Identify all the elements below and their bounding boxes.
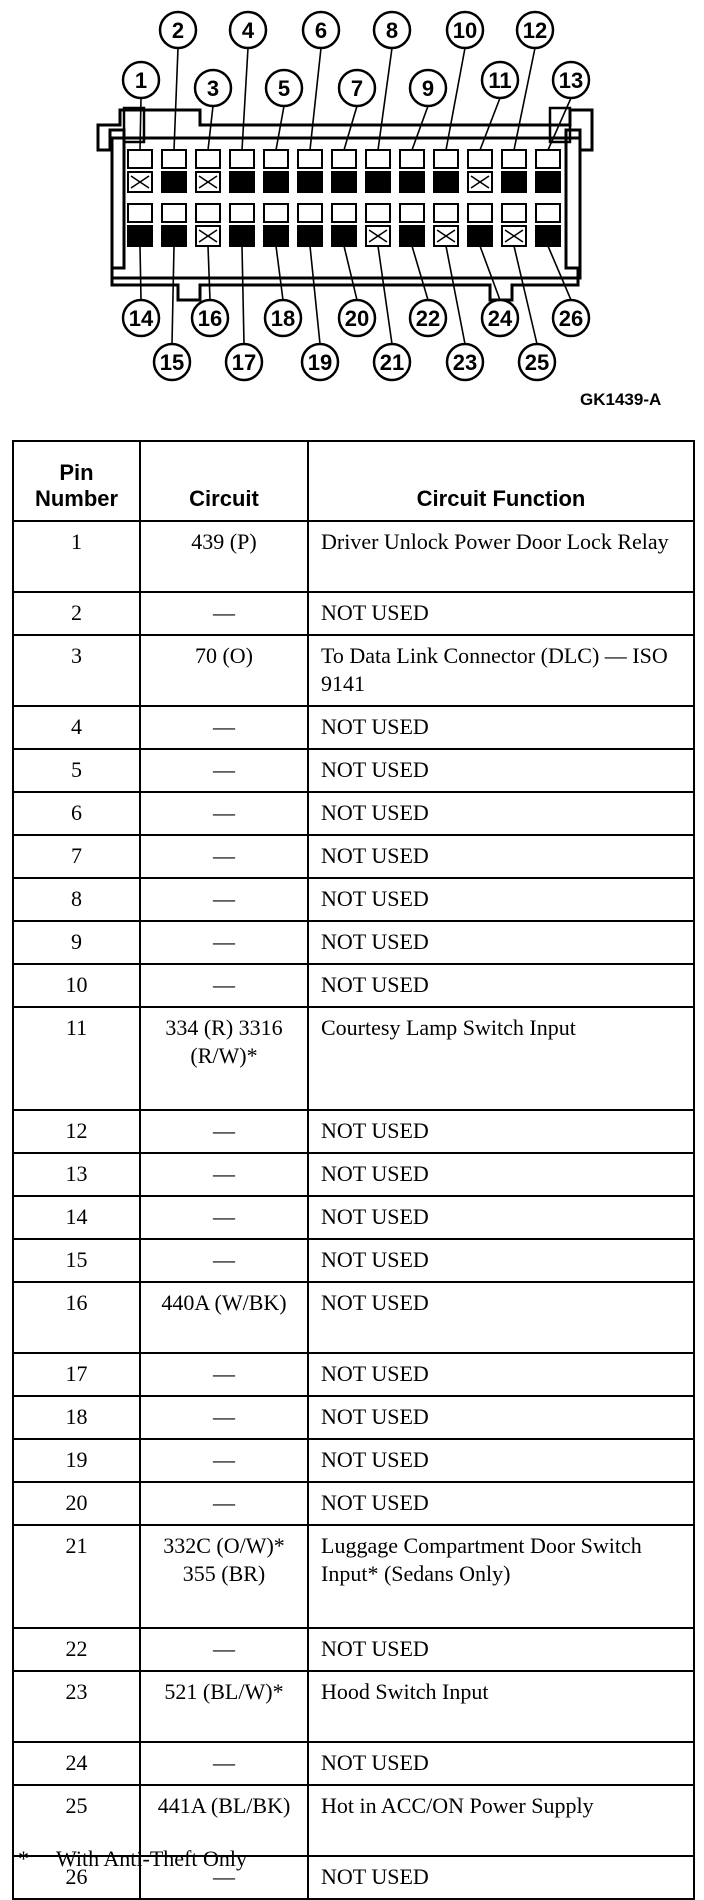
pin-callout-label: 20 xyxy=(344,306,370,331)
circuit-function-cell: NOT USED xyxy=(308,1856,694,1899)
pin-callout xyxy=(446,246,483,380)
circuit-cell: — xyxy=(140,592,308,635)
circuit-cell: — xyxy=(140,1396,308,1439)
table-row xyxy=(13,1110,694,1153)
table-row xyxy=(13,1671,694,1742)
pin-number-cell: 7 xyxy=(13,835,140,878)
pin-number-cell: 4 xyxy=(13,706,140,749)
circuit-function-cell: NOT USED xyxy=(308,878,694,921)
pin-callout-label: 4 xyxy=(241,18,255,43)
table-row xyxy=(13,921,694,964)
pin-cavity xyxy=(230,204,254,246)
pin-cavity xyxy=(264,204,288,246)
pin-callouts xyxy=(123,12,589,380)
table-row xyxy=(13,1742,694,1785)
pin-cavity xyxy=(162,204,186,246)
pin-callout-label: 6 xyxy=(314,18,328,43)
circuit-function-cell: NOT USED xyxy=(308,1439,694,1482)
circuit-function-cell: NOT USED xyxy=(308,1153,694,1196)
circuit-function-cell: NOT USED xyxy=(308,1110,694,1153)
footnote-marker: * xyxy=(18,1846,29,1871)
circuit-cell: — xyxy=(140,706,308,749)
pin-cavity xyxy=(298,150,322,192)
circuit-cell: 521 (BL/W)* xyxy=(140,1671,308,1742)
pin-callout-label: 3 xyxy=(206,76,220,101)
pin-callout xyxy=(410,246,446,336)
pin-cavity xyxy=(162,150,186,192)
pin-callout xyxy=(230,12,266,150)
circuit-cell: — xyxy=(140,878,308,921)
table-row xyxy=(13,878,694,921)
circuit-cell: 441A (BL/BK) xyxy=(140,1785,308,1856)
pin-number-cell: 25 xyxy=(13,1785,140,1856)
pin-number-cell: 26 xyxy=(13,1856,140,1899)
circuit-function-cell: NOT USED xyxy=(308,835,694,878)
pin-cavity xyxy=(230,150,254,192)
circuit-cell: — xyxy=(140,835,308,878)
circuit-cell: 439 (P) xyxy=(140,521,308,592)
pin-number-cell: 9 xyxy=(13,921,140,964)
circuit-cell: 70 (O) xyxy=(140,635,308,706)
pin-callout xyxy=(339,246,375,336)
header-circuit: Circuit xyxy=(140,441,308,521)
table-row xyxy=(13,1239,694,1282)
circuit-cell: — xyxy=(140,1239,308,1282)
circuit-function-cell: NOT USED xyxy=(308,1239,694,1282)
table-row xyxy=(13,1353,694,1396)
pin-callout-label: 10 xyxy=(452,18,478,43)
pin-callout-label: 15 xyxy=(159,350,185,375)
pin-cavity xyxy=(128,150,152,192)
circuit-function-cell: NOT USED xyxy=(308,921,694,964)
pin-cavity xyxy=(264,150,288,192)
pin-cavity xyxy=(196,150,220,192)
pin-number-cell: 24 xyxy=(13,1742,140,1785)
circuit-cell: — xyxy=(140,1153,308,1196)
circuit-function-cell: NOT USED xyxy=(308,1282,694,1353)
table-header-row xyxy=(13,441,694,521)
circuit-function-cell: NOT USED xyxy=(308,1196,694,1239)
footnote-text: With Anti-Theft Only xyxy=(56,1846,247,1871)
pin-callout-label: 16 xyxy=(197,306,223,331)
circuit-cell: — xyxy=(140,1196,308,1239)
circuit-function-cell: NOT USED xyxy=(308,1628,694,1671)
circuit-function-cell: NOT USED xyxy=(308,1353,694,1396)
circuit-cell: — xyxy=(140,1742,308,1785)
circuit-function-cell: Courtesy Lamp Switch Input xyxy=(308,1007,694,1110)
pin-callout xyxy=(374,12,410,150)
header-pin-line1: Pin xyxy=(59,460,94,485)
connector-face-figure xyxy=(0,0,704,420)
pin-cavity xyxy=(196,204,220,246)
header-circuit-function: Circuit Function xyxy=(308,441,694,521)
pin-number-cell: 13 xyxy=(13,1153,140,1196)
pin-cavity xyxy=(468,150,492,192)
pin-number-cell: 8 xyxy=(13,878,140,921)
circuit-cell: — xyxy=(140,792,308,835)
table-row xyxy=(13,1282,694,1353)
pin-callout-label: 19 xyxy=(307,350,333,375)
pin-callout-label: 8 xyxy=(385,18,399,43)
pin-cavity xyxy=(298,204,322,246)
table-row xyxy=(13,1153,694,1196)
circuit-function-cell: Driver Unlock Power Door Lock Relay xyxy=(308,521,694,592)
pin-callout xyxy=(514,246,555,380)
pin-cavity xyxy=(468,204,492,246)
footnote xyxy=(18,1846,247,1872)
pin-callout-label: 22 xyxy=(415,306,441,331)
pin-cavity xyxy=(332,204,356,246)
header-pin-number xyxy=(13,441,140,521)
pin-number-cell: 6 xyxy=(13,792,140,835)
circuit-cell: — xyxy=(140,749,308,792)
pin-callout xyxy=(226,246,262,380)
pin-callout xyxy=(303,12,339,150)
pin-number-cell: 5 xyxy=(13,749,140,792)
circuit-cell: 440A (W/BK) xyxy=(140,1282,308,1353)
table-row xyxy=(13,792,694,835)
table-row xyxy=(13,592,694,635)
pin-callout-label: 5 xyxy=(277,76,291,101)
pin-cavity xyxy=(400,150,424,192)
pin-callout xyxy=(374,246,410,380)
pin-number-cell: 18 xyxy=(13,1396,140,1439)
pin-callout-label: 2 xyxy=(171,18,185,43)
pin-number-cell: 23 xyxy=(13,1671,140,1742)
circuit-function-cell: NOT USED xyxy=(308,792,694,835)
pin-cavity xyxy=(400,204,424,246)
table-row xyxy=(13,964,694,1007)
pin-cavity xyxy=(434,204,458,246)
circuit-cell: — xyxy=(140,1628,308,1671)
pin-cavity xyxy=(536,204,560,246)
pin-callout xyxy=(192,246,228,336)
table-row xyxy=(13,706,694,749)
pin-callout-label: 11 xyxy=(488,68,512,93)
header-pin-line2: Number xyxy=(34,486,119,511)
circuit-cell: — xyxy=(140,1482,308,1525)
pin-callout-label: 26 xyxy=(558,306,584,331)
table-row xyxy=(13,1396,694,1439)
pin-cavity xyxy=(536,150,560,192)
pin-callout-label: 23 xyxy=(452,350,478,375)
pin-callout-label: 21 xyxy=(379,350,405,375)
circuit-function-cell: NOT USED xyxy=(308,592,694,635)
pin-number-cell: 22 xyxy=(13,1628,140,1671)
pin-cavity xyxy=(332,150,356,192)
pin-cavity xyxy=(502,204,526,246)
circuit-function-cell: NOT USED xyxy=(308,749,694,792)
pin-callout xyxy=(446,12,483,150)
circuit-function-cell: NOT USED xyxy=(308,1482,694,1525)
circuit-function-cell: NOT USED xyxy=(308,706,694,749)
pin-cavity xyxy=(128,204,152,246)
pin-callout-label: 13 xyxy=(558,68,584,93)
table-row xyxy=(13,521,694,592)
table-row xyxy=(13,1196,694,1239)
pin-callout-label: 9 xyxy=(421,76,435,101)
table-row xyxy=(13,1439,694,1482)
pin-number-cell: 10 xyxy=(13,964,140,1007)
circuit-cell: — xyxy=(140,1856,308,1899)
circuit-function-cell: NOT USED xyxy=(308,1742,694,1785)
pin-cavity xyxy=(434,150,458,192)
pin-callout-label: 18 xyxy=(270,306,296,331)
pin-table-body xyxy=(13,521,694,1899)
pin-number-cell: 16 xyxy=(13,1282,140,1353)
pin-callout-label: 14 xyxy=(128,306,154,331)
circuit-cell: 332C (O/W)* 355 (BR) xyxy=(140,1525,308,1628)
pin-number-cell: 1 xyxy=(13,521,140,592)
circuit-function-cell: To Data Link Connector (DLC) — ISO 9141 xyxy=(308,635,694,706)
circuit-cell: — xyxy=(140,921,308,964)
pin-callout-label: 7 xyxy=(350,76,364,101)
pin-callout xyxy=(265,246,301,336)
pin-number-cell: 11 xyxy=(13,1007,140,1110)
pin-number-cell: 20 xyxy=(13,1482,140,1525)
pin-callout-label: 17 xyxy=(231,350,257,375)
pin-cavities xyxy=(128,150,560,246)
circuit-cell: — xyxy=(140,1439,308,1482)
pin-table xyxy=(12,440,695,1900)
pin-number-cell: 15 xyxy=(13,1239,140,1282)
circuit-cell: — xyxy=(140,1110,308,1153)
pin-callout-label: 12 xyxy=(522,18,548,43)
circuit-cell: — xyxy=(140,964,308,1007)
pin-number-cell: 12 xyxy=(13,1110,140,1153)
pin-number-cell: 21 xyxy=(13,1525,140,1628)
table-row xyxy=(13,635,694,706)
pin-callout xyxy=(123,246,159,336)
pin-cavity xyxy=(502,150,526,192)
pin-callout-label: 1 xyxy=(134,68,148,93)
pin-callout xyxy=(160,12,196,150)
pin-callout xyxy=(514,12,553,150)
pin-callout xyxy=(548,246,589,336)
table-row xyxy=(13,1525,694,1628)
pin-number-cell: 17 xyxy=(13,1353,140,1396)
figure-id: GK1439-A xyxy=(580,390,662,409)
circuit-function-cell: Luggage Compartment Door Switch Input* (Sedans Only) xyxy=(308,1525,694,1628)
circuit-function-cell: Hood Switch Input xyxy=(308,1671,694,1742)
pin-cavity xyxy=(366,150,390,192)
table-row xyxy=(13,1482,694,1525)
pin-number-cell: 3 xyxy=(13,635,140,706)
connector-diagram xyxy=(0,0,704,420)
pin-callout xyxy=(302,246,338,380)
pin-number-cell: 2 xyxy=(13,592,140,635)
circuit-function-cell: Hot in ACC/ON Power Supply xyxy=(308,1785,694,1856)
table-row xyxy=(13,1628,694,1671)
circuit-function-cell: NOT USED xyxy=(308,1396,694,1439)
circuit-cell: 334 (R) 3316 (R/W)* xyxy=(140,1007,308,1110)
pin-number-cell: 19 xyxy=(13,1439,140,1482)
circuit-function-cell: NOT USED xyxy=(308,964,694,1007)
pin-callout-label: 24 xyxy=(487,306,513,331)
table-row xyxy=(13,1007,694,1110)
pin-cavity xyxy=(366,204,390,246)
pin-number-cell: 14 xyxy=(13,1196,140,1239)
table-row xyxy=(13,835,694,878)
circuit-cell: — xyxy=(140,1353,308,1396)
pin-callout-label: 25 xyxy=(524,350,550,375)
table-row xyxy=(13,749,694,792)
